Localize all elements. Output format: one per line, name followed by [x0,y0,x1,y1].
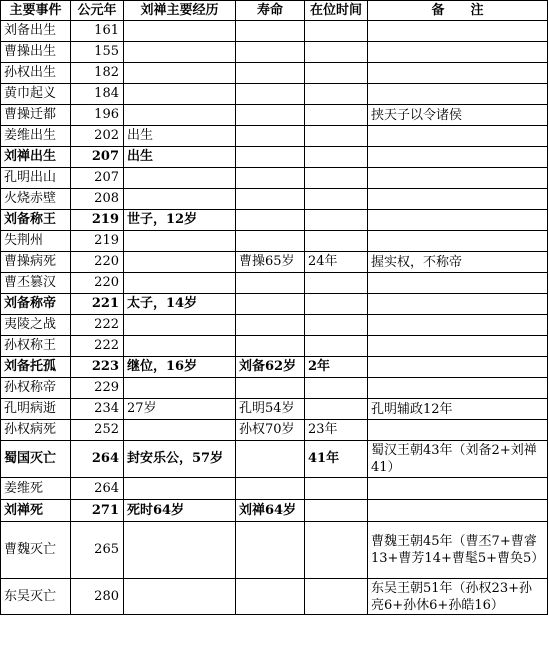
cell-reign [305,168,368,189]
cell-year: 280 [71,579,124,615]
cell-lifespan [236,478,305,500]
cell-event: 孔明病逝 [1,399,71,420]
cell-note [368,231,548,252]
header-event: 主要事件 [1,1,71,21]
cell-lifespan [236,21,305,42]
cell-note [368,478,548,500]
cell-event: 东吴灭亡 [1,579,71,615]
cell-year: 252 [71,420,124,441]
cell-reign [305,378,368,399]
cell-experience [124,378,236,399]
cell-lifespan [236,522,305,579]
cell-reign [305,522,368,579]
header-row [1,1,548,21]
cell-reign [305,84,368,105]
cell-reign [305,231,368,252]
cell-lifespan [236,378,305,399]
cell-event: 刘备托孤 [1,357,71,378]
cell-experience [124,63,236,84]
cell-reign [305,126,368,147]
cell-lifespan: 孙权70岁 [236,420,305,441]
table-row [1,315,548,336]
cell-reign [305,21,368,42]
cell-reign [305,336,368,357]
cell-year: 264 [71,441,124,478]
cell-reign [305,42,368,63]
cell-experience [124,105,236,126]
cell-experience [124,420,236,441]
cell-lifespan [236,168,305,189]
cell-year: 234 [71,399,124,420]
cell-lifespan [236,294,305,315]
cell-lifespan [236,126,305,147]
table-row [1,147,548,168]
cell-event: 曹丕篡汉 [1,273,71,294]
cell-experience: 继位，16岁 [124,357,236,378]
cell-year: 207 [71,168,124,189]
table-row [1,273,548,294]
cell-event: 刘备称王 [1,210,71,231]
cell-year: 229 [71,378,124,399]
cell-experience: 死时64岁 [124,500,236,522]
table-row [1,63,548,84]
cell-year: 265 [71,522,124,579]
cell-year: 220 [71,252,124,273]
table-row [1,441,548,478]
table-row [1,522,548,579]
cell-year: 219 [71,231,124,252]
cell-note [368,357,548,378]
cell-event: 蜀国灭亡 [1,441,71,478]
cell-lifespan [236,336,305,357]
cell-note [368,147,548,168]
table-row [1,231,548,252]
cell-event: 刘备称帝 [1,294,71,315]
cell-reign: 24年 [305,252,368,273]
cell-note: 曹魏王朝45年（曹丕7+曹睿13+曹芳14+曹髦5+曹奂5） [368,522,548,579]
cell-note [368,420,548,441]
cell-reign [305,399,368,420]
cell-note: 东吴王朝51年（孙权23+孙亮6+孙休6+孙皓16） [368,579,548,615]
cell-reign [305,273,368,294]
cell-event: 姜维死 [1,478,71,500]
table-row [1,126,548,147]
cell-year: 221 [71,294,124,315]
cell-lifespan: 刘备62岁 [236,357,305,378]
table-row [1,210,548,231]
cell-experience [124,84,236,105]
table-row [1,579,548,615]
cell-year: 182 [71,63,124,84]
cell-note: 挟天子以令诸侯 [368,105,548,126]
cell-event: 曹操迁都 [1,105,71,126]
cell-year: 207 [71,147,124,168]
cell-year: 219 [71,210,124,231]
cell-year: 202 [71,126,124,147]
cell-event: 曹操病死 [1,252,71,273]
cell-experience [124,273,236,294]
cell-lifespan [236,315,305,336]
cell-note [368,294,548,315]
cell-event: 孙权病死 [1,420,71,441]
cell-event: 孙权称王 [1,336,71,357]
cell-note: 蜀汉王朝43年（刘备2+刘禅41） [368,441,548,478]
cell-note [368,336,548,357]
cell-reign [305,315,368,336]
table-row [1,189,548,210]
cell-year: 184 [71,84,124,105]
cell-experience: 太子，14岁 [124,294,236,315]
cell-lifespan [236,579,305,615]
cell-reign [305,147,368,168]
cell-event: 曹操出生 [1,42,71,63]
cell-experience [124,579,236,615]
cell-year: 223 [71,357,124,378]
cell-reign [305,189,368,210]
table-row [1,378,548,399]
cell-event: 夷陵之战 [1,315,71,336]
cell-reign [305,294,368,315]
cell-event: 孔明出山 [1,168,71,189]
cell-lifespan [236,42,305,63]
cell-experience [124,315,236,336]
cell-year: 264 [71,478,124,500]
cell-reign [305,105,368,126]
cell-event: 黄巾起义 [1,84,71,105]
cell-note: 握实权，不称帝 [368,252,548,273]
header-reign: 在位时间 [305,1,368,21]
cell-note [368,210,548,231]
cell-experience [124,231,236,252]
header-year: 公元年 [71,1,124,21]
cell-experience [124,21,236,42]
cell-event: 刘禅死 [1,500,71,522]
cell-year: 222 [71,315,124,336]
table-row [1,294,548,315]
cell-event: 失荆州 [1,231,71,252]
cell-lifespan [236,147,305,168]
table-row [1,21,548,42]
cell-note [368,168,548,189]
cell-reign [305,478,368,500]
cell-reign: 2年 [305,357,368,378]
cell-experience [124,522,236,579]
cell-experience: 27岁 [124,399,236,420]
cell-event: 曹魏灭亡 [1,522,71,579]
table-row [1,336,548,357]
cell-experience [124,252,236,273]
cell-note [368,315,548,336]
cell-reign: 23年 [305,420,368,441]
cell-year: 222 [71,336,124,357]
cell-lifespan: 孔明54岁 [236,399,305,420]
header-lifespan: 寿命 [236,1,305,21]
cell-note: 孔明辅政12年 [368,399,548,420]
cell-year: 155 [71,42,124,63]
cell-experience: 封安乐公，57岁 [124,441,236,478]
cell-experience [124,336,236,357]
cell-note [368,189,548,210]
cell-year: 271 [71,500,124,522]
table-row [1,357,548,378]
cell-reign: 41年 [305,441,368,478]
cell-reign [305,63,368,84]
cell-lifespan [236,189,305,210]
cell-experience: 出生 [124,147,236,168]
table-row [1,84,548,105]
cell-experience [124,168,236,189]
cell-lifespan: 曹操65岁 [236,252,305,273]
cell-event: 孙权称帝 [1,378,71,399]
cell-note [368,21,548,42]
cell-experience [124,189,236,210]
cell-event: 刘备出生 [1,21,71,42]
cell-lifespan [236,210,305,231]
cell-note [368,63,548,84]
cell-reign [305,579,368,615]
cell-lifespan [236,273,305,294]
table-row [1,500,548,522]
table-row [1,420,548,441]
cell-year: 161 [71,21,124,42]
cell-lifespan [236,84,305,105]
cell-event: 火烧赤壁 [1,189,71,210]
table-row [1,168,548,189]
table-row [1,105,548,126]
cell-reign [305,500,368,522]
table-row [1,42,548,63]
cell-event: 姜维出生 [1,126,71,147]
cell-note [368,84,548,105]
cell-note [368,42,548,63]
cell-lifespan [236,63,305,84]
table-row [1,252,548,273]
cell-year: 208 [71,189,124,210]
cell-event: 孙权出生 [1,63,71,84]
table-row [1,399,548,420]
cell-year: 196 [71,105,124,126]
cell-lifespan [236,231,305,252]
cell-note [368,273,548,294]
cell-reign [305,210,368,231]
cell-event: 刘禅出生 [1,147,71,168]
cell-experience [124,42,236,63]
cell-note [368,126,548,147]
cell-experience: 世子，12岁 [124,210,236,231]
header-note: 备 注 [368,1,548,21]
header-experience: 刘禅主要经历 [124,1,236,21]
cell-lifespan [236,441,305,478]
cell-lifespan: 刘禅64岁 [236,500,305,522]
cell-lifespan [236,105,305,126]
cell-experience: 出生 [124,126,236,147]
cell-experience [124,478,236,500]
cell-note [368,378,548,399]
table-row [1,478,548,500]
cell-year: 220 [71,273,124,294]
cell-note [368,500,548,522]
